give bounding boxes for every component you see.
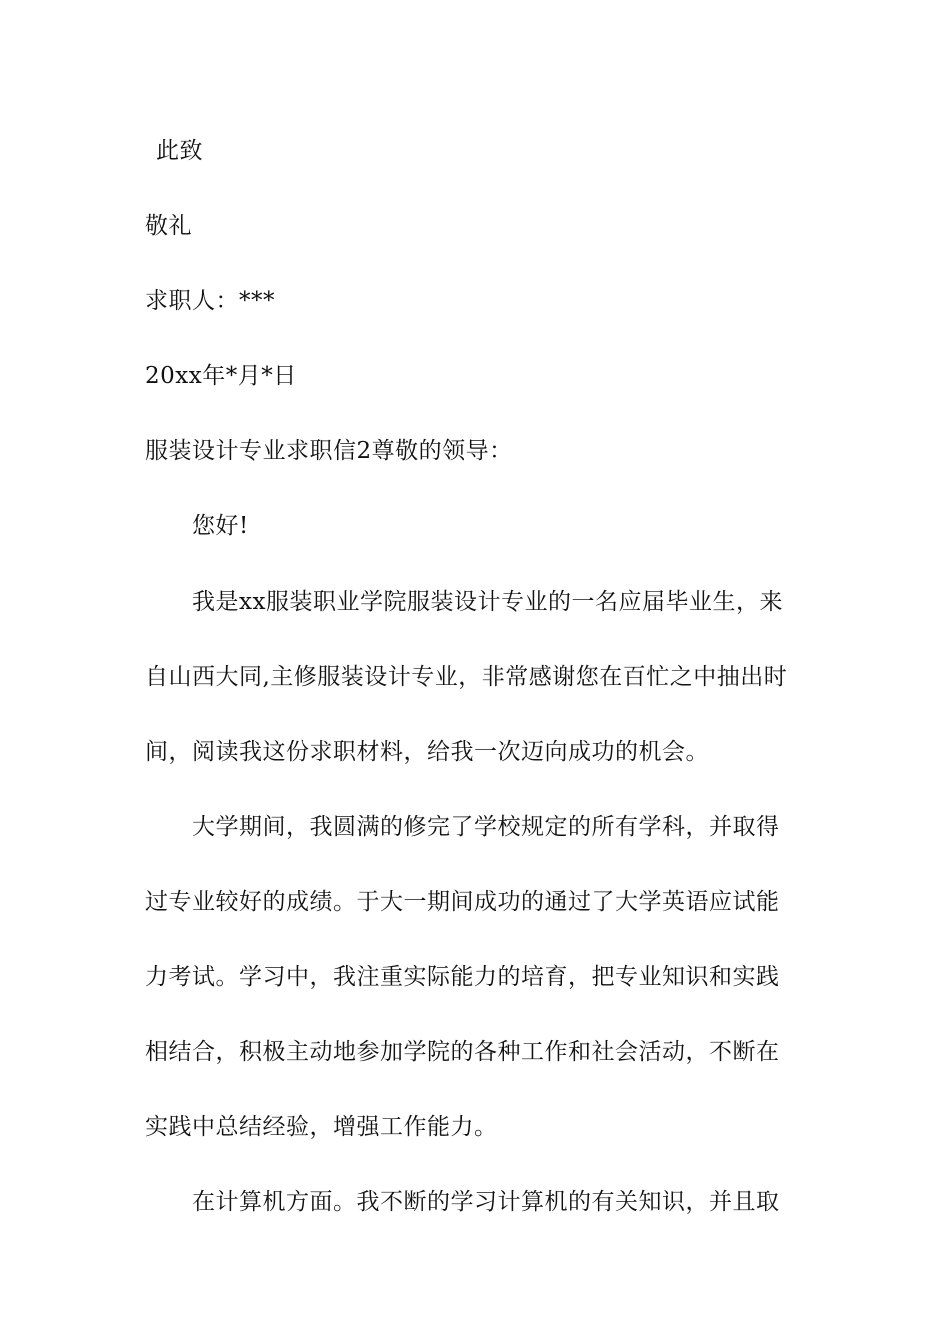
body-line: 力考试。学习中，我注重实际能力的培育，把专业知识和实践 [145,964,780,990]
body-line: 在计算机方面。我不断的学习计算机的有关知识，并且取 [192,1189,780,1215]
body-line: 实践中总结经验，增强工作能力。 [145,1114,498,1140]
signature-line: 求职人：*** [145,288,275,314]
letter-heading: 服装设计专业求职信2尊敬的领导： [145,438,513,464]
body-line: 大学期间，我圆满的修完了学校规定的所有学科，并取得 [192,814,780,840]
body-line: 我是xx服装职业学院服装设计专业的一名应届毕业生，来 [192,589,783,615]
date-line: 20xx年*月*日 [145,363,297,389]
closing-line: 此致 [156,138,203,164]
respect-line: 敬礼 [145,213,192,239]
greeting-line: 您好! [192,513,249,539]
body-line: 间，阅读我这份求职材料，给我一次迈向成功的机会。 [145,739,709,765]
body-line: 自山西大同,主修服装设计专业，非常感谢您在百忙之中抽出时 [145,664,788,690]
body-line: 过专业较好的成绩。于大一期间成功的通过了大学英语应试能 [145,889,780,915]
body-line: 相结合，积极主动地参加学院的各种工作和社会活动，不断在 [145,1039,780,1065]
